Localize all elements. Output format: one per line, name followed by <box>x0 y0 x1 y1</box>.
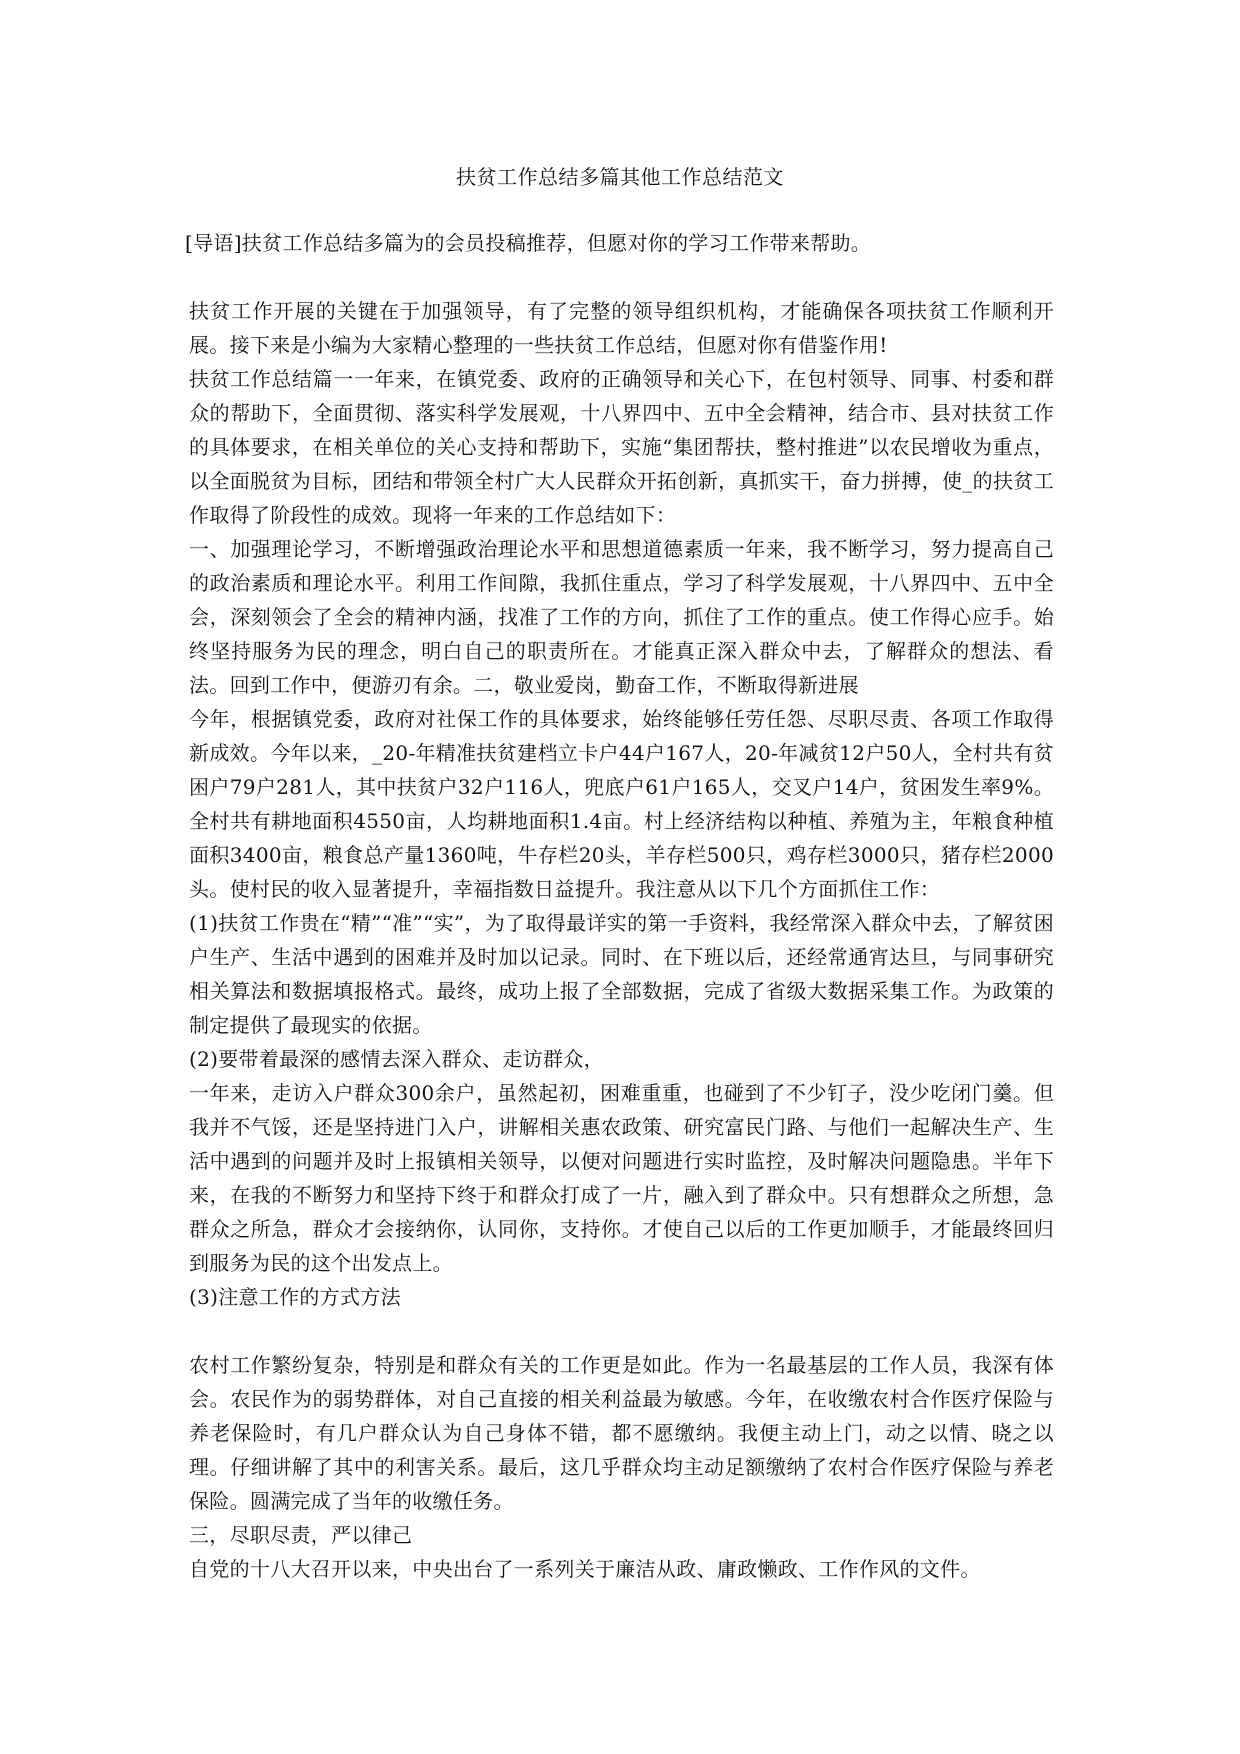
blank-line <box>189 260 1054 294</box>
paragraph: 一年来，走访入户群众300余户，虽然起初，困难重重，也碰到了不少钉子，没少吃闭门羹。但我并不气馁，还是坚持进门入户，讲解相关惠农政策、研究富民门路、与他们一起解决生产、生活中遇到的问题并及时上报镇相关领导，以便对问题进行实时监控，及时解决问题隐患。半年下来，在我的不断努力和坚持下终于和群众打成了一片，融入到了群众中。只有想群众之所想，急群众之所急，群众才会接纳你，认同你，支持你。才使自己以后的工作更加顺手，才能最终回归到服务为民的这个出发点上。 <box>189 1081 1054 1275</box>
document-body <box>185 226 1054 1586</box>
paragraph: 三，尽职尽责，严以律己 <box>189 1523 413 1547</box>
paragraph: (2)要带着最深的感情去深入群众、走访群众， <box>189 1047 604 1071</box>
paragraph: 一、加强理论学习，不断增强政治理论水平和思想道德素质一年来，我不断学习，努力提高自己的政治素质和理论水平。利用工作间隙，我抓住重点，学习了科学发展观，十八界四中、五中全会，深刻领会了全会的精神内涵，找准了工作的方向，抓住了工作的重点。使工作得心应手。始终坚持服务为民的理念，明白自己的职责所在。才能真正深入群众中去，了解群众的想法、看法。回到工作中，便游刃有余。二，敬业爱岗，勤奋工作，不断取得新进展 <box>189 537 1054 697</box>
paragraph: 今年，根据镇党委，政府对社保工作的具体要求，始终能够任劳任怨、尽职尽责、各项工作取得新成效。今年以来，_20-年精准扶贫建档立卡户44户167人，20-年减贫12户50人，全村共有贫困户79户281人，其中扶贫户32户116人，兜底户61户165人，交叉户14户，贫困发生率9%。全村共有耕地面积4550亩，人均耕地面积1.4亩。村上经济结构以种植、养殖为主，年粮食种植面积3400亩，粮食总产量1360吨，牛存栏20头，羊存栏500只，鸡存栏3000只，猪存栏2000头。使村民的收入显著提升，幸福指数日益提升。我注意从以下几个方面抓住工作： <box>189 707 1054 901</box>
paragraph: 自党的十八大召开以来，中央出台了一系列关于廉洁从政、庸政懒政、工作作风的文件。 <box>189 1557 981 1581</box>
paragraph: 农村工作繁纷复杂，特别是和群众有关的工作更是如此。作为一名最基层的工作人员，我深有体会。农民作为的弱势群体，对自己直接的相关利益最为敏感。今年，在收缴农村合作医疗保险与养老保险时，有几户群众认为自己身体不错，都不愿缴纳。我便主动上门，动之以情、晓之以理。仔细讲解了其中的利害关系。最后，这几乎群众均主动足额缴纳了农村合作医疗保险与养老保险。圆满完成了当年的收缴任务。 <box>189 1353 1054 1513</box>
document-title: 扶贫工作总结多篇其他工作总结范文 <box>456 165 784 189</box>
paragraph: (3)注意工作的方式方法 <box>189 1285 401 1309</box>
paragraph: (1)扶贫工作贵在“精”“准”“实”，为了取得最详实的第一手资料，我经常深入群众中去，了解贫困户生产、生活中遇到的困难并及时加以记录。同时、在下班以后，还经常通宵达旦，与同事研究相关算法和数据填报格式。最终，成功上报了全部数据，完成了省级大数据采集工作。为政策的制定提供了最现实的依据。 <box>189 911 1054 1037</box>
paragraph: 扶贫工作开展的关键在于加强领导，有了完整的领导组织机构，才能确保各项扶贫工作顺利开展。接下来是小编为大家精心整理的一些扶贫工作总结，但愿对你有借鉴作用! <box>189 299 1054 357</box>
paragraph: 扶贫工作总结篇一一年来，在镇党委、政府的正确领导和关心下，在包村领导、同事、村委和群众的帮助下，全面贯彻、落实科学发展观，十八界四中、五中全会精神，结合市、县对扶贫工作的具体要求，在相关单位的关心支持和帮助下，实施“集团帮扶，整村推进”以农民增收为重点，以全面脱贫为目标，团结和带领全村广大人民群众开拓创新，真抓实干，奋力拼搏，使_的扶贫工作取得了阶段性的成效。现将一年来的工作总结如下： <box>189 367 1054 527</box>
blank-line <box>189 1314 1054 1348</box>
intro-paragraph: [导语]扶贫工作总结多篇为的会员投稿推荐，但愿对你的学习工作带来帮助。 <box>185 231 872 255</box>
